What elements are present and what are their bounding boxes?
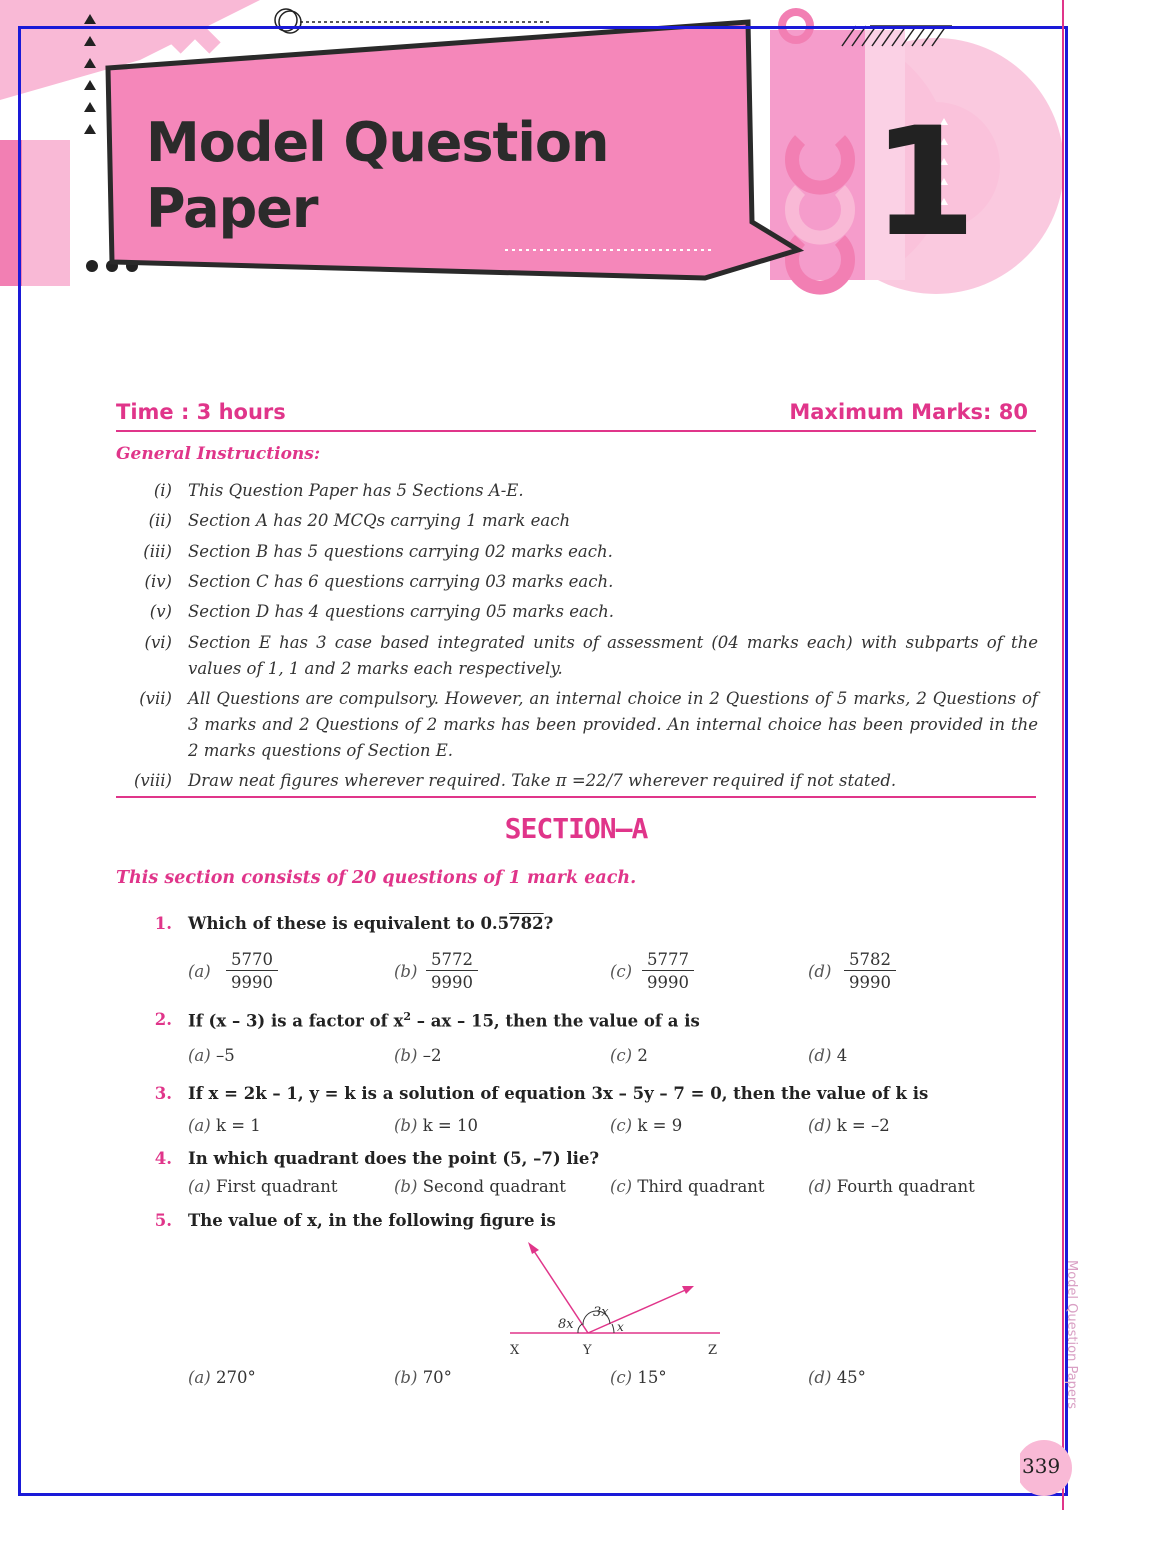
option bbox=[610, 1116, 682, 1135]
option-letter: (c) bbox=[610, 1177, 633, 1196]
instruction-item bbox=[116, 686, 1038, 764]
option-letter: (a) bbox=[188, 1046, 211, 1065]
instruction-number: (viii) bbox=[133, 771, 172, 790]
question-text-end: – ax – 15, then the value of a is bbox=[410, 1011, 700, 1031]
instructions-rule bbox=[116, 796, 1036, 798]
option bbox=[394, 1116, 478, 1135]
instruction-item bbox=[116, 508, 1038, 534]
option bbox=[808, 1368, 866, 1387]
instruction-number: (vii) bbox=[139, 689, 172, 708]
side-running-title: Model Question Papers bbox=[1064, 1260, 1079, 1410]
option-text: k = 10 bbox=[422, 1116, 478, 1135]
option-text: k = 9 bbox=[637, 1116, 683, 1135]
instruction-item bbox=[116, 478, 1038, 504]
time-allowed: Time : 3 hours bbox=[116, 400, 286, 424]
question-text: In which quadrant does the point (5, –7) lie? bbox=[188, 1149, 600, 1168]
option-text: k = –2 bbox=[836, 1116, 890, 1135]
option bbox=[188, 1046, 235, 1065]
fraction-numerator: 5772 bbox=[426, 950, 478, 971]
label-point-z: Z bbox=[708, 1343, 718, 1358]
instruction-text: Section D has 4 questions carrying 05 marks each. bbox=[188, 602, 614, 621]
instruction-number: (ii) bbox=[148, 511, 172, 530]
instruction-item bbox=[116, 768, 1038, 794]
label-x: x bbox=[617, 1320, 624, 1334]
option-text: Fourth quadrant bbox=[836, 1177, 975, 1196]
option-label bbox=[394, 962, 417, 981]
option-label bbox=[188, 962, 211, 981]
instruction-text: Section B has 5 questions carrying 02 marks each. bbox=[188, 542, 613, 561]
question-number: 4. bbox=[154, 1149, 172, 1168]
option-text: –5 bbox=[215, 1046, 235, 1065]
option-letter: (c) bbox=[610, 1046, 633, 1065]
option-text: 15° bbox=[637, 1368, 667, 1387]
option bbox=[188, 1116, 261, 1135]
option bbox=[394, 1046, 441, 1065]
option bbox=[610, 1046, 648, 1065]
instruction-item bbox=[116, 630, 1038, 682]
option bbox=[610, 1177, 765, 1196]
instruction-number: (i) bbox=[153, 481, 172, 500]
instruction-text: Draw neat figures wherever required. Take π =22/7 wherever required if not stated. bbox=[188, 771, 897, 790]
label-8x: 8x bbox=[558, 1317, 574, 1332]
angle-figure bbox=[500, 1236, 740, 1366]
section-note: This section consists of 20 questions of 1 mark each. bbox=[116, 868, 637, 888]
option-fraction bbox=[642, 950, 694, 992]
instruction-text: This Question Paper has 5 Sections A-E. bbox=[188, 481, 524, 500]
option-letter: (b) bbox=[394, 962, 418, 981]
arc-x bbox=[612, 1324, 614, 1333]
option-text: 4 bbox=[836, 1046, 848, 1065]
option bbox=[394, 1368, 452, 1387]
option-text: 2 bbox=[637, 1046, 648, 1065]
instruction-item bbox=[116, 569, 1038, 595]
exponent: 2 bbox=[403, 1010, 411, 1023]
fraction-denominator: 9990 bbox=[431, 973, 473, 992]
option-letter: (a) bbox=[188, 962, 211, 981]
option-letter: (a) bbox=[188, 1177, 211, 1196]
question-text-main: If (x – 3) is a factor of x bbox=[188, 1011, 404, 1031]
label-3x: 3x bbox=[593, 1305, 609, 1320]
question-number: 3. bbox=[154, 1084, 172, 1103]
paper-number: 1 bbox=[872, 96, 977, 270]
option-text: First quadrant bbox=[215, 1177, 338, 1196]
option-label bbox=[808, 962, 831, 981]
instruction-text: Section C has 6 questions carrying 03 marks each. bbox=[188, 572, 614, 591]
question-text-main: Which of these is equivalent to 0.5 bbox=[188, 914, 510, 933]
paper-title-line1: Model Question bbox=[146, 111, 609, 174]
option-fraction bbox=[844, 950, 896, 992]
fraction-denominator: 9990 bbox=[231, 973, 273, 992]
fraction-denominator: 9990 bbox=[647, 973, 689, 992]
option-letter: (d) bbox=[808, 1046, 832, 1065]
instruction-number: (iii) bbox=[143, 542, 172, 561]
instruction-number: (iv) bbox=[144, 572, 172, 591]
option-fraction bbox=[426, 950, 478, 992]
fraction-numerator: 5770 bbox=[226, 950, 278, 971]
option-letter: (c) bbox=[610, 1368, 633, 1387]
option-letter: (d) bbox=[808, 1116, 832, 1135]
maximum-marks: Maximum Marks: 80 bbox=[789, 400, 1028, 424]
question-number: 1. bbox=[154, 914, 172, 933]
fraction-denominator: 9990 bbox=[849, 973, 891, 992]
option-text: Third quadrant bbox=[637, 1177, 765, 1196]
instruction-number: (vi) bbox=[144, 633, 172, 652]
option-letter: (c) bbox=[610, 962, 633, 981]
option-letter: (d) bbox=[808, 1177, 832, 1196]
question-text: If x = 2k – 1, y = k is a solution of equation 3x – 5y – 7 = 0, then the value of k is bbox=[188, 1084, 929, 1103]
option-text: k = 1 bbox=[215, 1116, 261, 1135]
option-letter: (b) bbox=[394, 1368, 418, 1387]
option-text: 45° bbox=[836, 1368, 866, 1387]
arrow-head-left bbox=[528, 1242, 539, 1254]
option bbox=[394, 1177, 566, 1196]
label-point-x: X bbox=[510, 1343, 520, 1358]
question-number: 5. bbox=[154, 1211, 172, 1230]
question-number: 2. bbox=[154, 1010, 172, 1029]
option-letter: (b) bbox=[394, 1177, 418, 1196]
option-text: 70° bbox=[422, 1368, 452, 1387]
option bbox=[808, 1046, 847, 1065]
instruction-text: Section E has 3 case based integrated units of assessment (04 marks each) with subparts of the values of 1, 1 and 2 marks each respectively. bbox=[188, 633, 1038, 678]
instruction-item bbox=[116, 599, 1038, 625]
label-point-y: Y bbox=[583, 1343, 592, 1358]
option-text: 270° bbox=[215, 1368, 256, 1387]
option bbox=[188, 1368, 256, 1387]
question-text-end: ? bbox=[543, 914, 554, 933]
section-title: SECTION–A bbox=[504, 812, 648, 845]
option-text: Second quadrant bbox=[422, 1177, 566, 1196]
header-rule bbox=[116, 430, 1036, 432]
option-text: –2 bbox=[422, 1046, 442, 1065]
question-text: The value of x, in the following figure is bbox=[188, 1211, 556, 1230]
option bbox=[808, 1177, 975, 1196]
option-letter: (a) bbox=[188, 1368, 211, 1387]
question-text bbox=[188, 1010, 700, 1031]
option bbox=[610, 1368, 667, 1387]
instruction-item bbox=[116, 539, 1038, 565]
paper-title-line2: Paper bbox=[146, 177, 318, 240]
arc-8x bbox=[578, 1324, 582, 1333]
fraction-numerator: 5782 bbox=[844, 950, 896, 971]
option-letter: (d) bbox=[808, 962, 832, 981]
fraction-numerator: 5777 bbox=[642, 950, 694, 971]
option-letter: (c) bbox=[610, 1116, 633, 1135]
instruction-number: (v) bbox=[149, 602, 172, 621]
option-fraction bbox=[226, 950, 278, 992]
option-letter: (b) bbox=[394, 1116, 418, 1135]
instruction-text: All Questions are compulsory. However, an internal choice in 2 Questions of 5 marks, 2 Questions of 3 marks and 2 Questions of 2 marks has been provided. An internal choice has been provided in the 2 marks questions of Section E. bbox=[188, 689, 1038, 760]
recurring-digits: 782 bbox=[509, 914, 544, 933]
instructions-title: General Instructions: bbox=[116, 444, 321, 464]
option-letter: (a) bbox=[188, 1116, 211, 1135]
option-label bbox=[610, 962, 632, 981]
option-letter: (d) bbox=[808, 1368, 832, 1387]
instruction-text: Section A has 20 MCQs carrying 1 mark each bbox=[188, 511, 571, 530]
page-number: 339 bbox=[1022, 1454, 1061, 1478]
option bbox=[808, 1116, 890, 1135]
option-letter: (b) bbox=[394, 1046, 418, 1065]
option bbox=[188, 1177, 338, 1196]
question-text bbox=[188, 914, 553, 933]
